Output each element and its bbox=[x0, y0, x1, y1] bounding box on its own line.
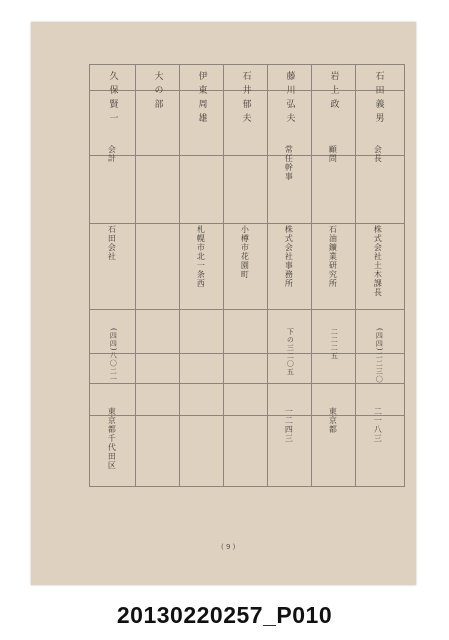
member-number: 二二二五 bbox=[330, 328, 339, 360]
member-number: 下の三二〇五 bbox=[286, 328, 295, 376]
page-number: ( 9 ) bbox=[221, 543, 236, 551]
table-divider bbox=[267, 65, 268, 486]
document-caption: 20130220257_P010 bbox=[116, 602, 333, 628]
table-divider bbox=[179, 65, 180, 486]
table-divider bbox=[311, 65, 312, 486]
member-title: 会計 bbox=[107, 145, 117, 163]
member-title: 顧問 bbox=[328, 145, 338, 163]
member-number: (四四)八〇二一 bbox=[109, 328, 118, 384]
document-page bbox=[31, 22, 416, 585]
member-address: 石油鑛業研究所 bbox=[328, 225, 338, 288]
member-address: 株式会社土木課長 bbox=[373, 225, 383, 297]
table-divider bbox=[135, 65, 136, 486]
member-name: 石田義男 bbox=[373, 71, 384, 127]
member-name: 石井郁夫 bbox=[240, 71, 251, 127]
member-address: 札幌市北一条西 bbox=[196, 225, 206, 288]
table-divider bbox=[355, 65, 356, 486]
column-5 bbox=[183, 65, 223, 486]
member-title: 会長 bbox=[373, 145, 383, 163]
member-address: 小樽市花園町 bbox=[240, 225, 250, 279]
column-6 bbox=[139, 65, 179, 486]
member-name: 岩上政 bbox=[328, 71, 339, 113]
column-4 bbox=[227, 65, 267, 486]
column-2 bbox=[315, 65, 355, 486]
member-number: (四四)二二三〇 bbox=[375, 328, 384, 384]
member-note: 二一八三 bbox=[373, 407, 383, 443]
member-name: 大の部 bbox=[152, 71, 163, 113]
member-note: 東京都 bbox=[328, 407, 338, 434]
member-name: 久保賢一 bbox=[107, 71, 118, 127]
column-7 bbox=[94, 65, 135, 486]
table-divider bbox=[223, 65, 224, 486]
member-name: 藤川弘夫 bbox=[284, 71, 295, 127]
document-table bbox=[89, 64, 405, 487]
member-name: 伊東周雄 bbox=[196, 71, 207, 127]
member-note: 東京都千代田区 bbox=[107, 407, 117, 470]
member-address: 株式会社事務所 bbox=[284, 225, 294, 288]
member-title: 常任幹事 bbox=[284, 145, 294, 181]
member-note: 一二四三 bbox=[284, 407, 294, 443]
column-3 bbox=[271, 65, 311, 486]
column-1 bbox=[359, 65, 403, 486]
member-address: 石田会社 bbox=[107, 225, 117, 261]
